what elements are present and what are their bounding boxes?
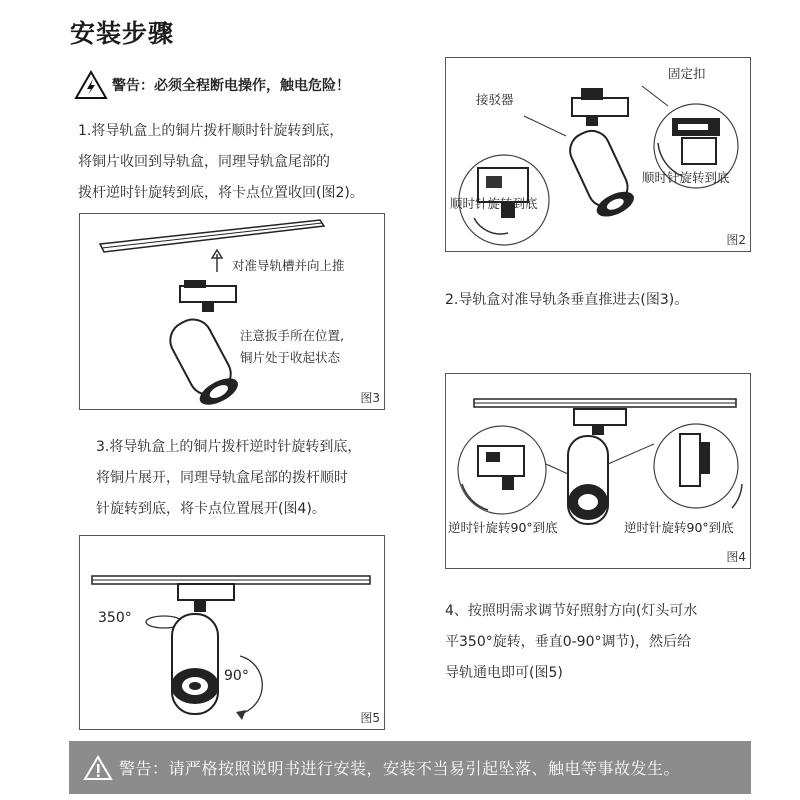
step-4-line-2: 平350°旋转，垂直0-90°调节)，然后给 [445,634,691,650]
figure-4 [445,373,751,569]
warning-icon [74,70,108,100]
fig5-label: 图5 [360,711,380,725]
step-1-line-2: 将铜片收回到导轨盒，同理导轨盒尾部的 [78,154,330,170]
top-warning [74,70,350,100]
fig3-note-1: 注意扳手所在位置, [240,328,344,343]
step-4-line-3: 导轨通电即可(图5) [445,665,563,681]
fig2-right-caption: 顺时针旋转到底 [642,170,730,185]
page-title: 安装步骤 [70,19,175,48]
fig2-connector-label: 接驳器 [476,92,514,107]
step-4 [445,596,697,689]
step-3-line-2: 将铜片展开，同理导轨盒尾部的拨杆顺时 [96,470,348,486]
step-1-line-3: 拨杆逆时针旋转到底，将卡点位置收回(图2)。 [78,185,364,201]
fig3-arrow-text: 对准导轨槽并向上推 [232,258,345,273]
bottom-warning-bar [69,741,751,794]
fig5-vertical-angle: 90° [224,668,249,684]
bottom-warning-text: 警告：请严格按照说明书进行安装，安装不当易引起坠落、触电等事故发生。 [119,759,681,778]
figure-2-drawing [446,58,750,251]
step-1 [78,116,364,209]
fig2-left-caption: 顺时针旋转到底 [450,196,538,211]
step-3-line-3: 针旋转到底，将卡点位置展开(图4)。 [96,501,326,517]
figure-3 [79,213,385,410]
step-3 [96,432,361,525]
figure-5-drawing [80,536,384,729]
fig4-left-caption: 逆时针旋转90°到底 [448,520,558,535]
step-1-line-1: 1.将导轨盒上的铜片拨杆顺时针旋转到底， [78,123,344,139]
fig4-label: 图4 [726,550,746,564]
fig3-note-2: 铜片处于收起状态 [240,350,341,365]
step-3-line-1: 3.将导轨盒上的铜片拨杆逆时针旋转到底， [96,439,362,455]
fig2-clip-label: 固定扣 [668,66,706,81]
step-4-line-1: 4、按照明需求调节好照射方向(灯头可水 [445,603,698,619]
top-warning-text: 警告：必须全程断电操作，触电危险！ [112,78,350,94]
figure-3-drawing [80,214,384,409]
fig5-horizontal-angle: 350° [98,610,132,626]
figure-2 [445,57,751,252]
fig3-label: 图3 [360,391,380,405]
step-2: 2.导轨盒对准导轨条垂直推进去(图3)。 [445,292,689,308]
warning-icon [83,755,113,781]
fig4-right-caption: 逆时针旋转90°到底 [624,520,734,535]
figure-4-drawing [446,374,750,568]
fig2-label: 图2 [726,233,746,247]
figure-5 [79,535,385,730]
